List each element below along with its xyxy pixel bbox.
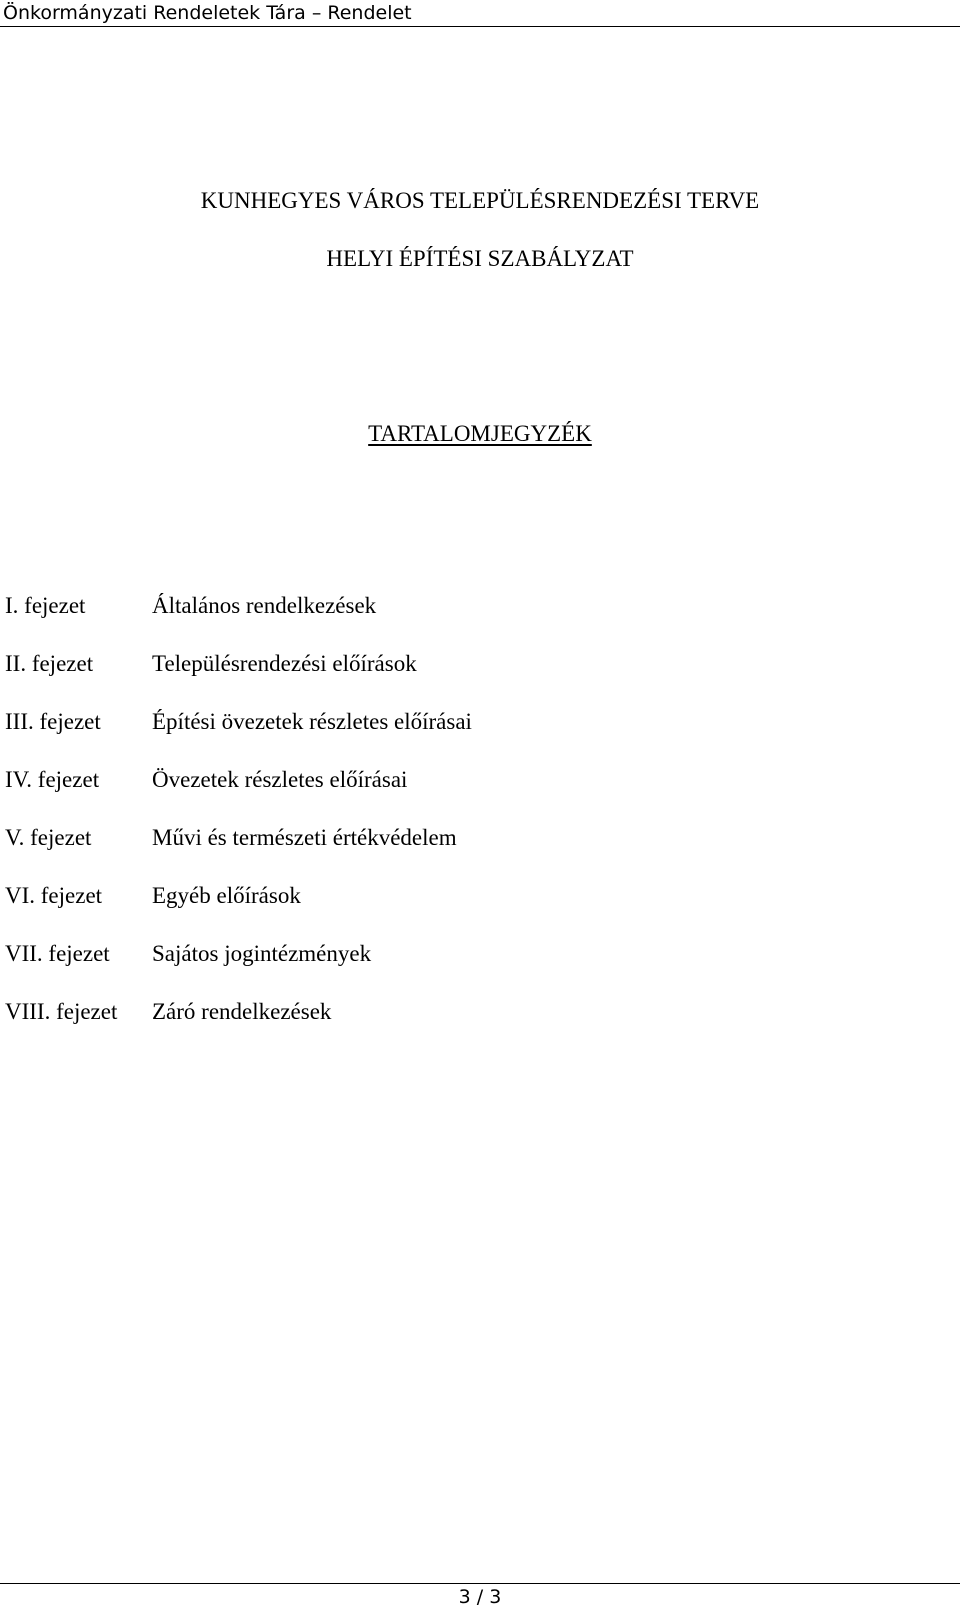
toc-title: Övezetek részletes előírásai: [152, 767, 408, 792]
toc-chapter: IV. fejezet: [5, 767, 100, 792]
toc-row: [0, 998, 700, 1056]
page-header-title: Önkormányzati Rendeletek Tára – Rendelet: [3, 2, 412, 24]
toc-title: Általános rendelkezések: [152, 593, 377, 618]
document-subtitle: HELYI ÉPÍTÉSI SZABÁLYZAT: [326, 246, 634, 271]
toc-row: [0, 708, 700, 766]
toc-row: [0, 766, 700, 824]
toc-chapter: VIII. fejezet: [5, 999, 118, 1024]
toc-chapter: VI. fejezet: [5, 883, 103, 908]
toc-row: [0, 824, 700, 882]
toc-row: [0, 650, 700, 708]
toc-title: Egyéb előírások: [152, 883, 301, 908]
toc-heading: TARTALOMJEGYZÉK: [368, 421, 592, 446]
toc-row: [0, 592, 700, 650]
header-divider: [0, 26, 960, 27]
toc-chapter: I. fejezet: [5, 593, 86, 618]
toc-title: Építési övezetek részletes előírásai: [152, 709, 472, 734]
toc-chapter: III. fejezet: [5, 709, 101, 734]
footer-divider: [0, 1583, 960, 1584]
toc-row: [0, 882, 700, 940]
toc-title: Településrendezési előírások: [152, 651, 417, 676]
toc-chapter: VII. fejezet: [5, 941, 110, 966]
toc-chapter: V. fejezet: [5, 825, 92, 850]
toc-title: Sajátos jogintézmények: [152, 941, 372, 966]
toc-chapter: II. fejezet: [5, 651, 94, 676]
document-title: KUNHEGYES VÁROS TELEPÜLÉSRENDEZÉSI TERVE: [200, 188, 760, 213]
toc-title: Művi és természeti értékvédelem: [152, 825, 457, 850]
toc-row: [0, 940, 700, 998]
table-of-contents: [0, 592, 700, 1056]
toc-title: Záró rendelkezések: [152, 999, 332, 1024]
page-number: 3 / 3: [458, 1586, 502, 1608]
